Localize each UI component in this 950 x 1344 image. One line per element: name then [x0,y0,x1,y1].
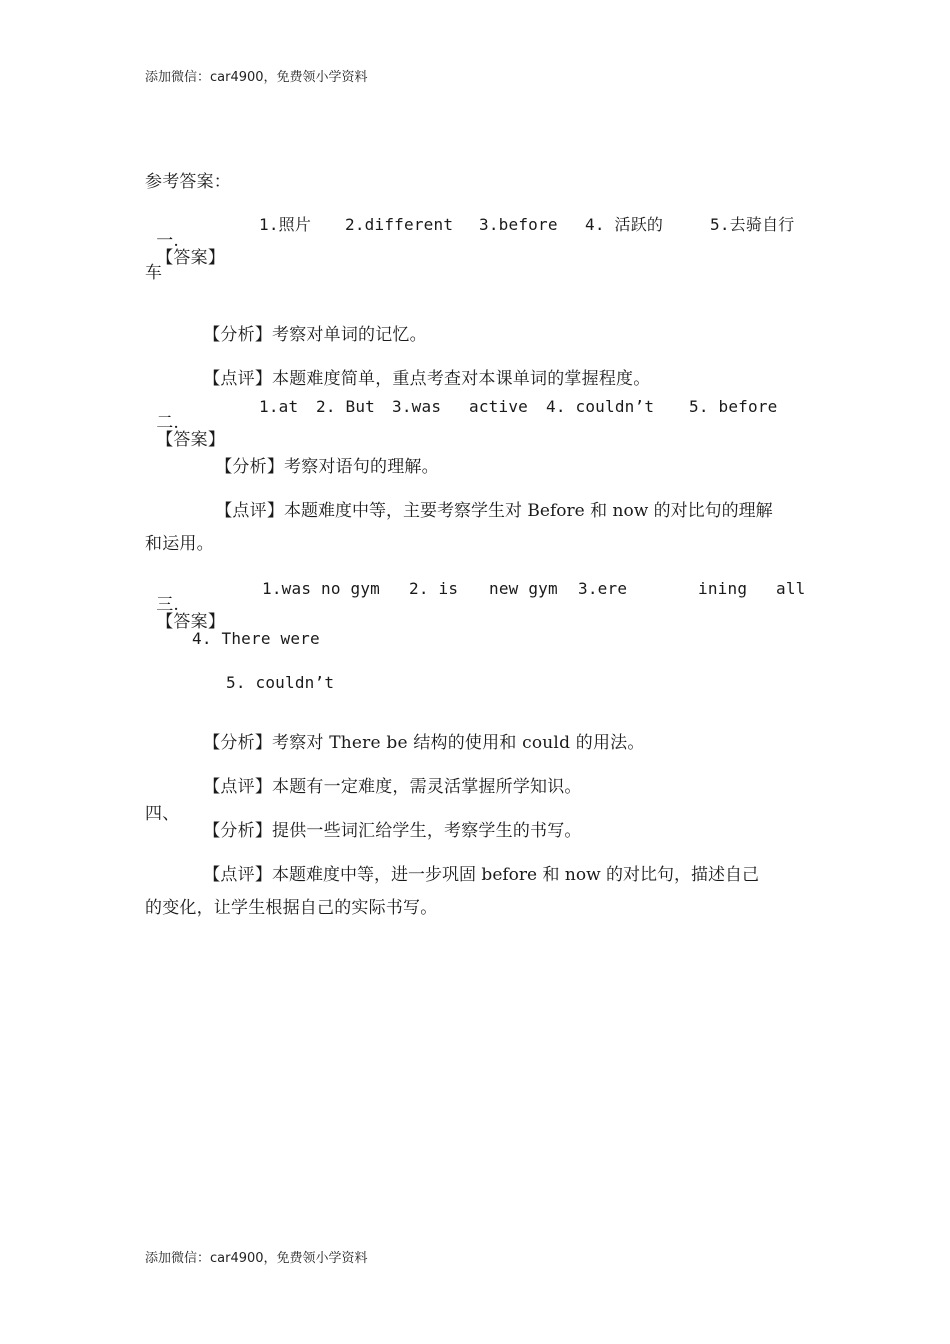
q1-line [145,216,225,267]
q3-number: 三. [156,595,180,615]
q4-analysis [192,806,582,840]
q2-item-1: 1.at [259,397,299,416]
q3-item-5: ining [698,579,748,598]
q3-item-2: 2. is [409,579,459,598]
q1-comment-text: 本题难度简单，重点考查对本课单词的掌握程度。 [272,369,651,389]
q3-comment [192,762,582,796]
q2-number: 二. [156,413,180,433]
q1-item-1: 1.照片 [259,215,312,234]
page-footer: 添加微信：car4900，免费领小学资料 [145,1251,368,1266]
q4-comment-text: 本题难度中等，进一步巩固 before 和 now 的对比句，描述自己 [272,865,760,885]
q2-comment-text: 本题难度中等，主要考察学生对 Before 和 now 的对比句的理解 [284,501,773,521]
q2-analysis [204,442,439,476]
q2-analysis-label: 【分析】 [215,457,285,477]
q3-item-3: new gym [489,579,558,598]
q3-item-6: all [776,579,806,598]
q3-comment-text: 本题有一定难度，需灵活掌握所学知识。 [272,777,582,797]
q2-analysis-text: 考察对语句的理解。 [284,457,439,477]
q1-comment [192,354,650,388]
q2-answer-label: 【答案】 [156,430,226,450]
q4-number: 四、 [145,804,180,824]
q2-item-2: 2. But [316,397,375,416]
q2-item-5: 4. couldn’t [546,397,655,416]
q2-comment [204,486,773,520]
q3-item-4: 3.ere [578,579,628,598]
q3-line [145,580,225,631]
q3-comment-label: 【点评】 [203,777,273,797]
q3-analysis-text: 考察对 There be 结构的使用和 could 的用法。 [272,733,645,753]
q3-analysis [192,718,645,752]
q1-analysis [192,310,427,344]
answers-title: 参考答案： [145,172,231,192]
q1-answer-label: 【答案】 [156,248,226,268]
q3-analysis-label: 【分析】 [203,733,273,753]
q4-comment-label: 【点评】 [203,865,273,885]
q1-item-4: 4. 活跃的 [585,215,664,234]
q1-item-5: 5.去骑自行 [710,215,795,234]
q2-item-3: 3.was [392,397,442,416]
q4-comment [192,850,759,884]
q4-analysis-text: 提供一些词汇给学生，考察学生的书写。 [272,821,582,841]
q1-item-2: 2.different [345,215,454,234]
q3-item-8: 5. couldn’t [226,673,335,692]
q1-item-3: 3.before [479,215,558,234]
q2-item-6: 5. before [689,397,778,416]
q3-answer-label: 【答案】 [156,612,226,632]
q4-comment-wrap: 的变化，让学生根据自己的实际书写。 [145,898,438,918]
q1-analysis-text: 考察对单词的记忆。 [272,325,427,345]
q1-comment-label: 【点评】 [203,369,273,389]
q4-analysis-label: 【分析】 [203,821,273,841]
page-header: 添加微信：car4900，免费领小学资料 [145,70,368,85]
q2-comment-wrap: 和运用。 [145,534,214,554]
q1-number: 一. [156,231,180,251]
q1-wrap: 车 [145,263,163,283]
q3-item-7: 4. There were [192,629,320,648]
q2-comment-label: 【点评】 [215,501,285,521]
q2-item-4: active [469,397,528,416]
q3-item-1: 1.was no gym [262,579,380,598]
q1-analysis-label: 【分析】 [203,325,273,345]
